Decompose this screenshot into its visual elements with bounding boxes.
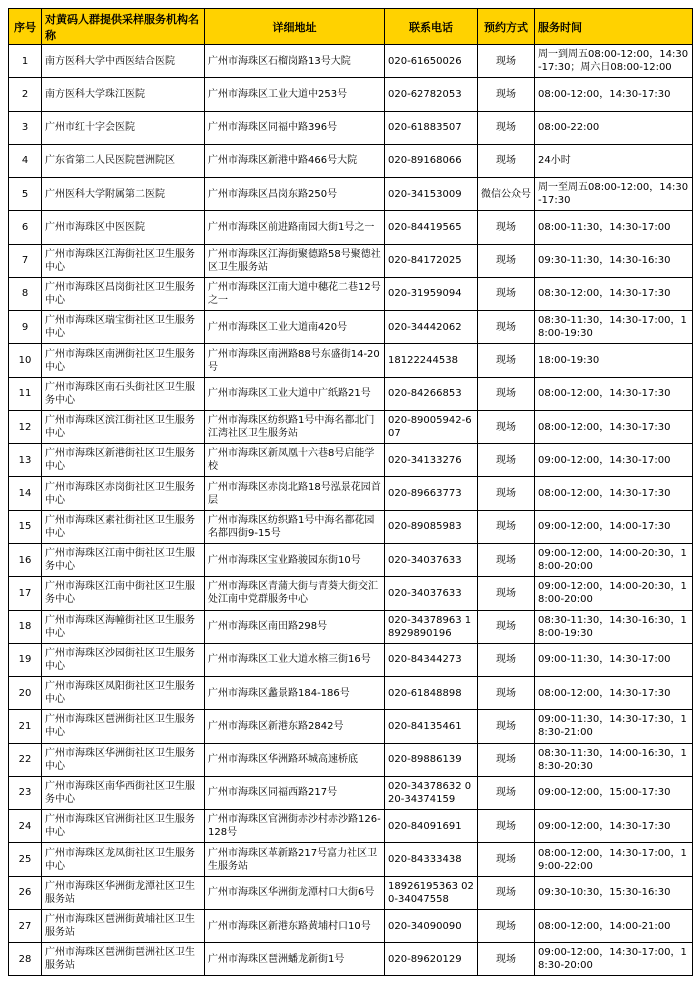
cell-name: 广州市海珠区昌岗街社区卫生服务中心 bbox=[42, 277, 205, 310]
cell-address: 广州市海珠区革新路217号富力社区卫生服务站 bbox=[205, 843, 385, 876]
cell-hours: 08:00-12:00，14:00-21:00 bbox=[535, 909, 693, 942]
table-row bbox=[9, 144, 693, 177]
table-row bbox=[9, 876, 693, 909]
cell-phone: 020-89085983 bbox=[385, 510, 478, 543]
cell-method: 现场 bbox=[478, 577, 535, 610]
cell-address: 广州市海珠区新港东路黄埔村口10号 bbox=[205, 909, 385, 942]
cell-no: 19 bbox=[9, 643, 42, 676]
cell-no: 23 bbox=[9, 776, 42, 809]
cell-no: 15 bbox=[9, 510, 42, 543]
table-row bbox=[9, 677, 693, 710]
cell-method: 现场 bbox=[478, 510, 535, 543]
table-row bbox=[9, 444, 693, 477]
cell-method: 现场 bbox=[478, 477, 535, 510]
cell-address: 广州市海珠区前进路南园大街1号之一 bbox=[205, 211, 385, 244]
cell-phone: 020-31959094 bbox=[385, 277, 478, 310]
cell-phone: 020-61650026 bbox=[385, 45, 478, 78]
cell-hours: 09:00-12:00，14:00-20:30，18:00-20:00 bbox=[535, 543, 693, 576]
cell-method: 现场 bbox=[478, 643, 535, 676]
cell-method: 现场 bbox=[478, 909, 535, 942]
cell-name: 广州市海珠区沙园街社区卫生服务中心 bbox=[42, 643, 205, 676]
cell-hours: 08:00-12:00，14:30-17:30 bbox=[535, 410, 693, 443]
sampling-sites-table bbox=[8, 8, 693, 976]
cell-no: 1 bbox=[9, 45, 42, 78]
cell-no: 21 bbox=[9, 710, 42, 743]
cell-address: 广州市海珠区昌岗东路250号 bbox=[205, 178, 385, 211]
cell-method: 现场 bbox=[478, 78, 535, 111]
table-row bbox=[9, 610, 693, 643]
table-row bbox=[9, 410, 693, 443]
cell-phone: 18926195363 020-34047558 bbox=[385, 876, 478, 909]
table-row bbox=[9, 311, 693, 344]
cell-hours: 08:00-12:00，14:30-17:30 bbox=[535, 477, 693, 510]
cell-address: 广州市海珠区工业大道南420号 bbox=[205, 311, 385, 344]
cell-phone: 020-89168066 bbox=[385, 144, 478, 177]
cell-no: 5 bbox=[9, 178, 42, 211]
cell-phone: 18122244538 bbox=[385, 344, 478, 377]
cell-name: 广州市海珠区琶洲街社区卫生服务中心 bbox=[42, 710, 205, 743]
cell-phone: 020-84266853 bbox=[385, 377, 478, 410]
table-row bbox=[9, 477, 693, 510]
cell-no: 11 bbox=[9, 377, 42, 410]
cell-name: 广州市海珠区滨江街社区卫生服务中心 bbox=[42, 410, 205, 443]
cell-phone: 020-84333438 bbox=[385, 843, 478, 876]
cell-phone: 020-34442062 bbox=[385, 311, 478, 344]
cell-phone: 020-89663773 bbox=[385, 477, 478, 510]
cell-no: 24 bbox=[9, 810, 42, 843]
sampling-sites-table-container bbox=[8, 8, 693, 976]
cell-method: 现场 bbox=[478, 211, 535, 244]
header-phone: 联系电话 bbox=[385, 9, 478, 45]
cell-hours: 18:00-19:30 bbox=[535, 344, 693, 377]
cell-address: 广州市海珠区琶洲蟠龙新街1号 bbox=[205, 943, 385, 976]
table-row bbox=[9, 543, 693, 576]
cell-address: 广州市海珠区同福西路217号 bbox=[205, 776, 385, 809]
cell-hours: 08:30-11:30，14:00-16:30，18:30-20:30 bbox=[535, 743, 693, 776]
cell-name: 广州市海珠区官洲街社区卫生服务中心 bbox=[42, 810, 205, 843]
cell-address: 广州市海珠区官洲街赤沙村赤沙路126-128号 bbox=[205, 810, 385, 843]
cell-method: 现场 bbox=[478, 610, 535, 643]
cell-method: 现场 bbox=[478, 444, 535, 477]
cell-phone: 020-61883507 bbox=[385, 111, 478, 144]
cell-no: 14 bbox=[9, 477, 42, 510]
table-row bbox=[9, 377, 693, 410]
cell-address: 广州市海珠区江海街聚德路58号聚德社区卫生服务站 bbox=[205, 244, 385, 277]
cell-hours: 09:00-12:00，14:30-17:00，18:30-20:00 bbox=[535, 943, 693, 976]
cell-address: 广州市海珠区新凤凰十六巷8号启能学校 bbox=[205, 444, 385, 477]
cell-name: 广州市海珠区琶洲街黄埔社区卫生服务站 bbox=[42, 909, 205, 942]
table-row bbox=[9, 244, 693, 277]
cell-address: 广州市海珠区江南大道中穗花二巷12号之一 bbox=[205, 277, 385, 310]
cell-name: 广州市海珠区江南中街社区卫生服务中心 bbox=[42, 543, 205, 576]
table-row bbox=[9, 909, 693, 942]
cell-name: 广州市海珠区华洲街社区卫生服务中心 bbox=[42, 743, 205, 776]
table-row bbox=[9, 178, 693, 211]
cell-hours: 09:00-11:30，14:30-17:30，18:30-21:00 bbox=[535, 710, 693, 743]
cell-method: 现场 bbox=[478, 710, 535, 743]
cell-phone: 020-34090090 bbox=[385, 909, 478, 942]
cell-address: 广州市海珠区南洲路88号东盛街14-20号 bbox=[205, 344, 385, 377]
header-hours: 服务时间 bbox=[535, 9, 693, 45]
cell-no: 26 bbox=[9, 876, 42, 909]
cell-no: 8 bbox=[9, 277, 42, 310]
table-row bbox=[9, 643, 693, 676]
cell-phone: 020-84172025 bbox=[385, 244, 478, 277]
cell-hours: 09:00-12:00，14:30-17:30 bbox=[535, 810, 693, 843]
cell-hours: 09:00-11:30，14:30-17:00 bbox=[535, 643, 693, 676]
cell-address: 广州市海珠区工业大道水榕三街16号 bbox=[205, 643, 385, 676]
table-body bbox=[9, 45, 693, 976]
cell-hours: 08:00-12:00，14:30-17:00，19:00-22:00 bbox=[535, 843, 693, 876]
cell-method: 现场 bbox=[478, 244, 535, 277]
cell-address: 广州市海珠区工业大道中广纸路21号 bbox=[205, 377, 385, 410]
cell-no: 20 bbox=[9, 677, 42, 710]
cell-phone: 020-34133276 bbox=[385, 444, 478, 477]
header-method: 预约方式 bbox=[478, 9, 535, 45]
cell-address: 广州市海珠区宝业路骏园东街10号 bbox=[205, 543, 385, 576]
cell-name: 广州市海珠区赤岗街社区卫生服务中心 bbox=[42, 477, 205, 510]
cell-hours: 08:30-11:30，14:30-16:30，18:00-19:30 bbox=[535, 610, 693, 643]
cell-method: 现场 bbox=[478, 843, 535, 876]
cell-method: 现场 bbox=[478, 45, 535, 78]
cell-phone: 020-84091691 bbox=[385, 810, 478, 843]
cell-method: 现场 bbox=[478, 677, 535, 710]
cell-name: 广州市海珠区南洲街社区卫生服务中心 bbox=[42, 344, 205, 377]
cell-address: 广州市海珠区华洲街龙潭村口大街6号 bbox=[205, 876, 385, 909]
cell-address: 广州市海珠区新港东路2842号 bbox=[205, 710, 385, 743]
cell-hours: 08:00-22:00 bbox=[535, 111, 693, 144]
cell-phone: 020-61848898 bbox=[385, 677, 478, 710]
cell-no: 6 bbox=[9, 211, 42, 244]
table-row bbox=[9, 943, 693, 976]
cell-no: 10 bbox=[9, 344, 42, 377]
cell-method: 现场 bbox=[478, 876, 535, 909]
cell-name: 广州市海珠区南石头街社区卫生服务中心 bbox=[42, 377, 205, 410]
cell-hours: 09:30-11:30，14:30-16:30 bbox=[535, 244, 693, 277]
cell-address: 广州市海珠区新港中路466号大院 bbox=[205, 144, 385, 177]
cell-method: 现场 bbox=[478, 111, 535, 144]
table-row bbox=[9, 510, 693, 543]
cell-name: 广州市海珠区龙凤街社区卫生服务中心 bbox=[42, 843, 205, 876]
cell-name: 广州市红十字会医院 bbox=[42, 111, 205, 144]
cell-name: 南方医科大学珠江医院 bbox=[42, 78, 205, 111]
header-no: 序号 bbox=[9, 9, 42, 45]
cell-hours: 09:00-12:00，14:00-20:30，18:00-20:00 bbox=[535, 577, 693, 610]
cell-hours: 08:00-11:30，14:30-17:00 bbox=[535, 211, 693, 244]
cell-name: 广州市海珠区凤阳街社区卫生服务中心 bbox=[42, 677, 205, 710]
cell-phone: 020-34037633 bbox=[385, 577, 478, 610]
table-row bbox=[9, 743, 693, 776]
cell-no: 22 bbox=[9, 743, 42, 776]
cell-no: 13 bbox=[9, 444, 42, 477]
cell-no: 4 bbox=[9, 144, 42, 177]
cell-name: 广州市海珠区江海街社区卫生服务中心 bbox=[42, 244, 205, 277]
cell-address: 广州市海珠区石榴岗路13号大院 bbox=[205, 45, 385, 78]
cell-no: 9 bbox=[9, 311, 42, 344]
cell-hours: 24小时 bbox=[535, 144, 693, 177]
cell-phone: 020-62782053 bbox=[385, 78, 478, 111]
table-row bbox=[9, 211, 693, 244]
cell-method: 现场 bbox=[478, 943, 535, 976]
cell-hours: 08:00-12:00，14:30-17:30 bbox=[535, 78, 693, 111]
cell-hours: 周一至周五08:00-12:00，14:30-17:30 bbox=[535, 178, 693, 211]
cell-method: 现场 bbox=[478, 543, 535, 576]
cell-name: 广州市海珠区瑞宝街社区卫生服务中心 bbox=[42, 311, 205, 344]
cell-method: 现场 bbox=[478, 776, 535, 809]
cell-name: 广州市海珠区中医医院 bbox=[42, 211, 205, 244]
cell-hours: 08:30-11:30，14:30-17:00，18:00-19:30 bbox=[535, 311, 693, 344]
cell-hours: 09:00-12:00，14:30-17:00 bbox=[535, 444, 693, 477]
cell-address: 广州市海珠区蠡景路184-186号 bbox=[205, 677, 385, 710]
cell-phone: 020-34037633 bbox=[385, 543, 478, 576]
cell-no: 27 bbox=[9, 909, 42, 942]
cell-hours: 09:00-12:00，15:00-17:30 bbox=[535, 776, 693, 809]
table-row bbox=[9, 710, 693, 743]
table-row bbox=[9, 78, 693, 111]
cell-no: 16 bbox=[9, 543, 42, 576]
cell-no: 12 bbox=[9, 410, 42, 443]
cell-phone: 020-89886139 bbox=[385, 743, 478, 776]
table-row bbox=[9, 577, 693, 610]
cell-hours: 08:00-12:00，14:30-17:30 bbox=[535, 377, 693, 410]
cell-address: 广州市海珠区青蒲大街与青葵大街交汇处江南中党群服务中心 bbox=[205, 577, 385, 610]
cell-method: 现场 bbox=[478, 144, 535, 177]
cell-phone: 020-34153009 bbox=[385, 178, 478, 211]
cell-phone: 020-34378632 020-34374159 bbox=[385, 776, 478, 809]
cell-name: 广州市海珠区海幢街社区卫生服务中心 bbox=[42, 610, 205, 643]
cell-method: 现场 bbox=[478, 743, 535, 776]
header-row bbox=[9, 9, 693, 45]
cell-address: 广州市海珠区华洲路环城高速桥底 bbox=[205, 743, 385, 776]
cell-address: 广州市海珠区南田路298号 bbox=[205, 610, 385, 643]
cell-name: 广州市海珠区琶洲街琶洲社区卫生服务站 bbox=[42, 943, 205, 976]
cell-phone: 020-89620129 bbox=[385, 943, 478, 976]
table-row bbox=[9, 810, 693, 843]
cell-no: 18 bbox=[9, 610, 42, 643]
table-row bbox=[9, 843, 693, 876]
cell-phone: 020-34378963 18929890196 bbox=[385, 610, 478, 643]
table-row bbox=[9, 344, 693, 377]
cell-phone: 020-84419565 bbox=[385, 211, 478, 244]
cell-phone: 020-84344273 bbox=[385, 643, 478, 676]
table-row bbox=[9, 776, 693, 809]
cell-hours: 09:30-10:30，15:30-16:30 bbox=[535, 876, 693, 909]
cell-name: 广州市海珠区南华西街社区卫生服务中心 bbox=[42, 776, 205, 809]
cell-no: 17 bbox=[9, 577, 42, 610]
cell-address: 广州市海珠区赤岗北路18号泓景花园首层 bbox=[205, 477, 385, 510]
cell-name: 南方医科大学中西医结合医院 bbox=[42, 45, 205, 78]
cell-method: 现场 bbox=[478, 410, 535, 443]
cell-method: 现场 bbox=[478, 810, 535, 843]
table-row bbox=[9, 277, 693, 310]
cell-no: 2 bbox=[9, 78, 42, 111]
cell-name: 广州医科大学附属第二医院 bbox=[42, 178, 205, 211]
cell-hours: 09:00-12:00，14:00-17:30 bbox=[535, 510, 693, 543]
cell-no: 3 bbox=[9, 111, 42, 144]
cell-no: 28 bbox=[9, 943, 42, 976]
cell-phone: 020-89005942-607 bbox=[385, 410, 478, 443]
cell-method: 微信公众号 bbox=[478, 178, 535, 211]
cell-method: 现场 bbox=[478, 311, 535, 344]
cell-no: 7 bbox=[9, 244, 42, 277]
cell-hours: 08:30-12:00，14:30-17:30 bbox=[535, 277, 693, 310]
cell-method: 现场 bbox=[478, 277, 535, 310]
cell-no: 25 bbox=[9, 843, 42, 876]
cell-name: 广州市海珠区素社街社区卫生服务中心 bbox=[42, 510, 205, 543]
cell-address: 广州市海珠区纺织路1号中海名都北门江湾社区卫生服务站 bbox=[205, 410, 385, 443]
cell-method: 现场 bbox=[478, 344, 535, 377]
cell-address: 广州市海珠区同福中路396号 bbox=[205, 111, 385, 144]
table-row bbox=[9, 111, 693, 144]
cell-phone: 020-84135461 bbox=[385, 710, 478, 743]
header-name: 对黄码人群提供采样服务机构名称 bbox=[42, 9, 205, 45]
table-row bbox=[9, 45, 693, 78]
cell-address: 广州市海珠区纺织路1号中海名都花园名都四街9-15号 bbox=[205, 510, 385, 543]
cell-name: 广州市海珠区华洲街龙潭社区卫生服务站 bbox=[42, 876, 205, 909]
header-address: 详细地址 bbox=[205, 9, 385, 45]
cell-name: 广州市海珠区江南中街社区卫生服务中心 bbox=[42, 577, 205, 610]
cell-name: 广东省第二人民医院琶洲院区 bbox=[42, 144, 205, 177]
cell-hours: 08:00-12:00，14:30-17:30 bbox=[535, 677, 693, 710]
cell-method: 现场 bbox=[478, 377, 535, 410]
cell-name: 广州市海珠区新港街社区卫生服务中心 bbox=[42, 444, 205, 477]
cell-address: 广州市海珠区工业大道中253号 bbox=[205, 78, 385, 111]
cell-hours: 周一到周五08:00-12:00，14:30-17:30；周六日08:00-12:00 bbox=[535, 45, 693, 78]
